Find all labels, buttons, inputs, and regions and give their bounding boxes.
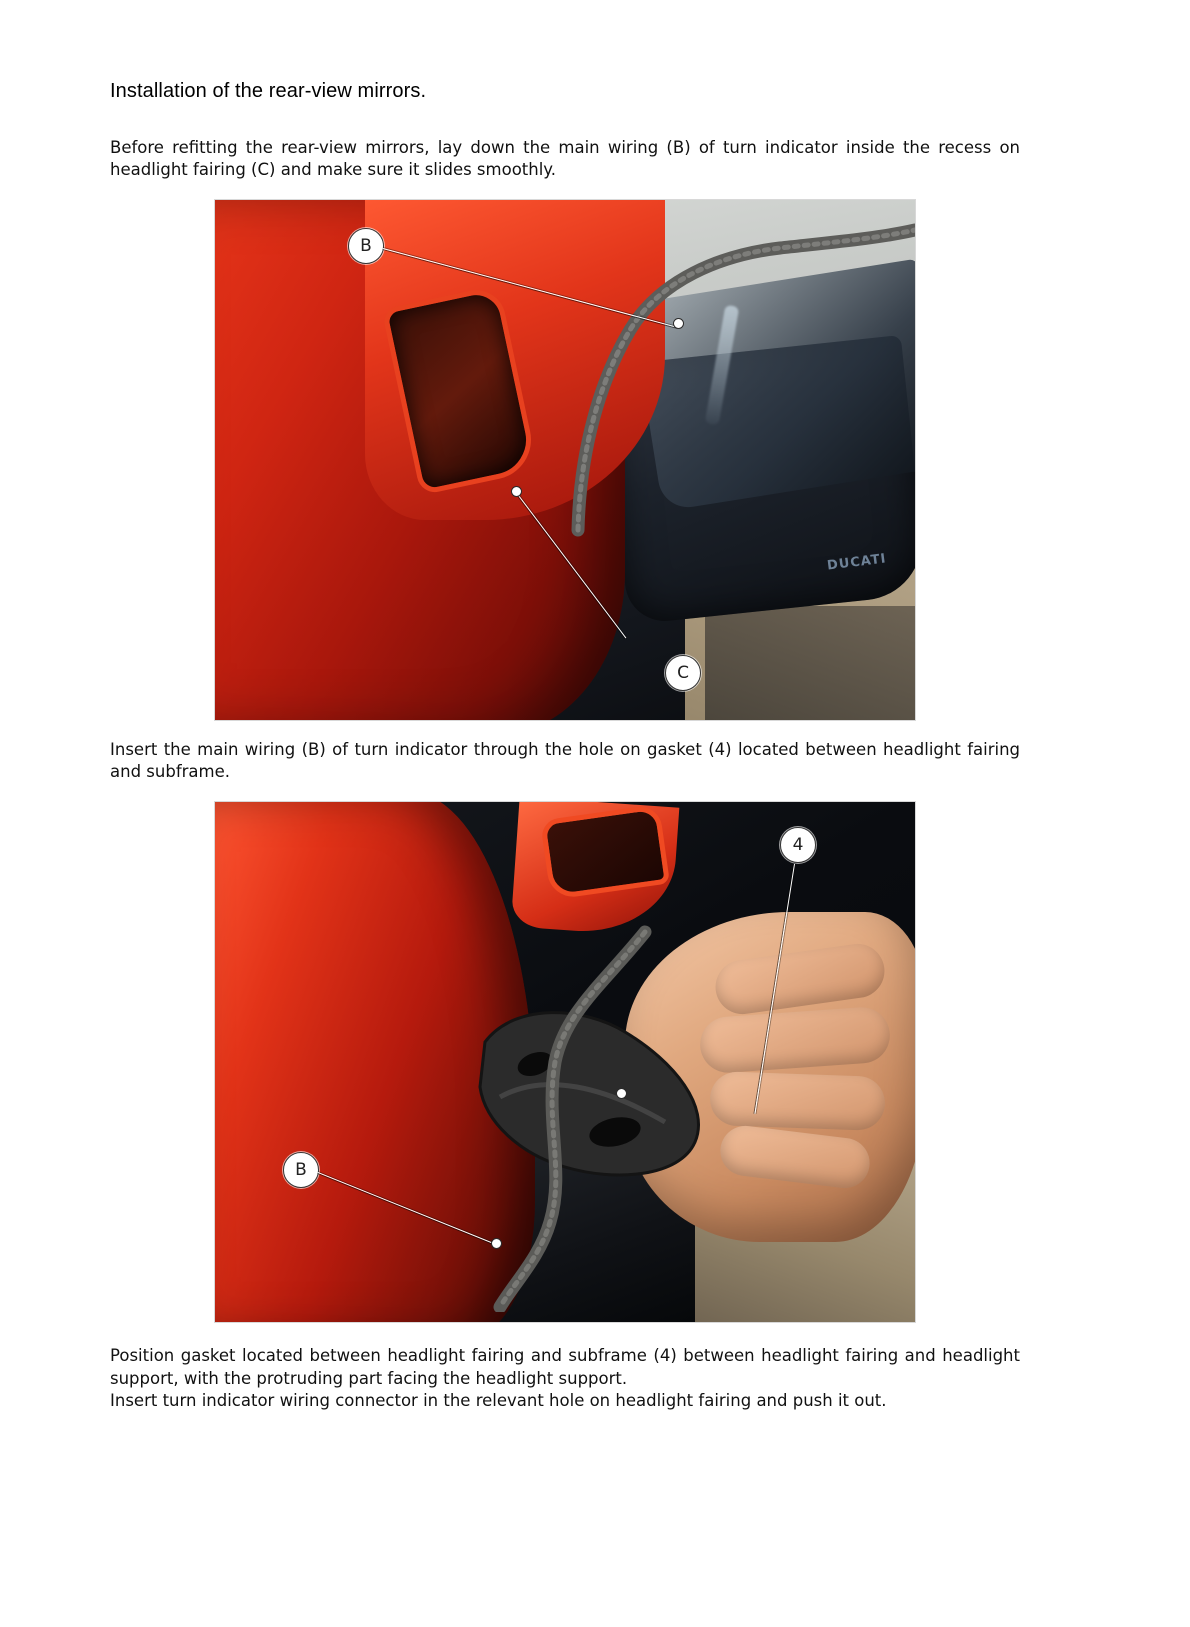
figure-1-container [110,199,1020,721]
fig2-callout-b: B [283,1152,319,1188]
paragraph-intro: Before refitting the rear-view mirrors, lay down the main wiring (B) of turn indicator inside the recess on headlight fairing (C) and make sure it slides smoothly. [110,138,1020,180]
paragraph-after-figure-2-line-1: Position gasket located between headlight fairing and subframe (4) between headlight fairing and headlight support, with the protruding part facing the headlight support. [110,1346,1020,1388]
figure-2-image [214,801,916,1323]
fig1-callout-c: C [665,655,701,691]
figure-1-caption-block [110,739,1020,783]
fig2-callout-4: 4 [780,827,816,863]
page-title: Installation of the rear-view mirrors. [110,80,427,102]
paragraph-after-figure-1: Insert the main wiring (B) of turn indicator through the hole on gasket (4) located between headlight fairing and subframe. [110,740,1020,782]
fig2-wiring-harness [445,922,675,1312]
fig1-wiring-harness [570,200,916,540]
fig2-finger-3 [709,1071,886,1131]
fig2-mirror-recess [540,804,670,900]
figure-2-container [110,801,1020,1323]
paragraph-after-figure-2-line-2: Insert turn indicator wiring connector in the relevant hole on headlight fairing and push it out. [110,1390,887,1410]
figure-1-image [214,199,916,721]
fig1-callout-b: B [348,228,384,264]
page-content [110,80,1020,1412]
figure-2-caption-block [110,1345,1020,1411]
fig1-lower-shadow [705,606,915,720]
fig1-brand-mark: DUCATI [826,551,888,574]
